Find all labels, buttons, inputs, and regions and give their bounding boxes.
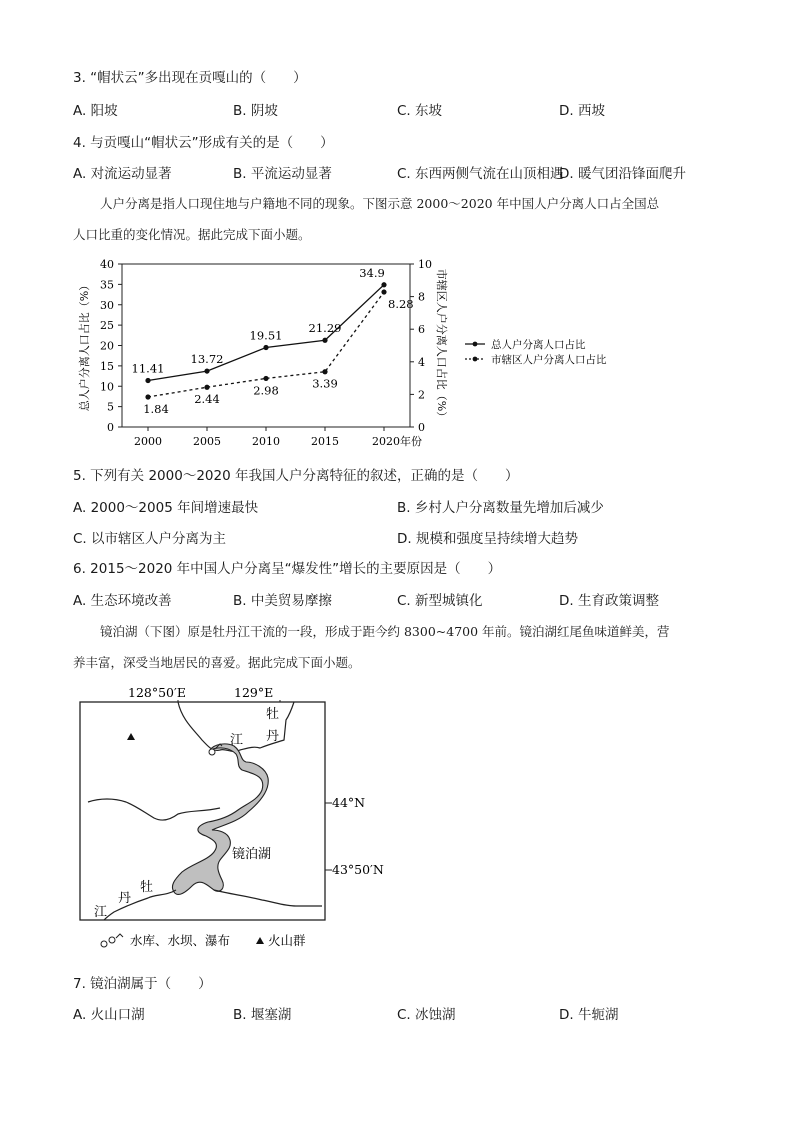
longitude-label-1: 128°50′E [128,685,186,700]
series-2-point [263,376,268,381]
q4-option-d: D. 暖气团沿锋面爬升 [559,166,686,182]
q3-option-d: D. 西坡 [559,103,605,119]
intro-2-line-1: 镜泊湖（下图）原是牡丹江干流的一段，形成于距今约 8300~4700 年前。镜泊湖红尾鱼味道鲜美，营 [100,624,670,639]
series-1-point [204,368,209,373]
series-2-point [204,385,209,390]
series-2-data-label: 3.39 [312,376,338,391]
question-6-stem: 6. 2015～2020 年中国人户分离呈“爆发性”增长的主要原因是（ ） [73,561,502,577]
q6-option-b: B. 中美贸易摩擦 [233,593,332,609]
series-2-data-label: 2.44 [194,392,220,407]
series-2-data-label: 1.84 [143,402,169,417]
x-axis-tick-label: 2010 [252,435,280,448]
intro-2-line-2: 养丰富，深受当地居民的喜爱。据此完成下面小题。 [73,655,361,670]
question-4-stem: 4. 与贡嘎山“帽状云”形成有关的是（ ） [73,135,334,151]
left-axis-tick-label: 15 [100,359,114,373]
right-axis-title: 市辖区人户分离人口占比（%） [435,268,448,423]
q5-option-b: B. 乡村人户分离数量先增加后减少 [397,500,604,516]
intro-1-line-1: 人户分离是指人口现住地与户籍地不同的现象。下图示意 2000～2020 年中国人户分离人口占全国总 [100,196,660,211]
q3-option-b: B. 阴坡 [233,103,278,119]
q3-option-c: C. 东坡 [397,103,443,119]
series-1-data-label: 34.9 [359,265,385,280]
legend-marker-2 [473,357,478,362]
right-axis-tick-label: 0 [418,421,425,434]
left-axis-tick-label: 30 [100,298,114,312]
series-2-point [322,369,327,374]
x-axis-tick-label: 2015 [311,435,339,448]
left-axis-tick-label: 40 [100,258,114,271]
river-char-lower-3: 江 [94,905,108,920]
q4-option-b: B. 平流运动显著 [233,166,332,182]
series-1-data-label: 19.51 [249,328,283,343]
series-1-point [322,338,327,343]
legend-volcano-label: 火山群 [268,933,306,948]
series-2-point [381,289,386,294]
q5-option-d: D. 规模和强度呈持续增大趋势 [397,531,578,547]
left-axis-tick-label: 35 [100,278,114,292]
series-2-point [145,394,150,399]
left-axis-tick-label: 25 [100,319,114,333]
legend-reservoir-label: 水库、水坝、瀑布 [130,933,231,948]
q4-option-a: A. 对流运动显著 [73,166,172,182]
q7-option-d: D. 牛轭湖 [559,1007,619,1023]
x-axis-tick-label: 2000 [134,435,162,448]
left-axis-tick-label: 5 [107,400,114,414]
series-2-data-label: 8.28 [388,297,414,312]
question-7-stem: 7. 镜泊湖属于（ ） [73,976,212,992]
q5-option-a: A. 2000～2005 年间增速最快 [73,500,259,516]
jingpo-lake-map [70,680,400,960]
left-axis-tick-label: 10 [100,380,114,394]
river-char-upper-2: 丹 [266,729,280,744]
x-axis-tick-label: 2020年份 [372,435,422,448]
q7-option-b: B. 堰塞湖 [233,1007,292,1023]
population-separation-chart [70,252,650,452]
legend-label-1: 总人户分离人口占比 [491,339,586,351]
q6-option-c: C. 新型城镇化 [397,593,483,609]
legend-reservoir-symbol [101,934,123,947]
river-char-lower-2: 丹 [118,891,132,906]
q5-option-c: C. 以市辖区人户分离为主 [73,531,227,547]
legend-volcano-symbol [256,937,264,944]
lake-label: 镜泊湖 [232,847,272,862]
series-1-point [263,345,268,350]
left-axis-tick-label: 0 [107,421,114,434]
left-axis-tick-label: 20 [100,339,114,353]
q7-option-c: C. 冰蚀湖 [397,1007,456,1023]
latitude-label-2: 43°50′N [332,862,384,877]
q6-option-a: A. 生态环境改善 [73,593,172,609]
q7-option-a: A. 火山口湖 [73,1007,145,1023]
river-char-upper-3: 江 [230,733,244,748]
series-1-data-label: 13.72 [190,352,224,367]
series-1-point [145,378,150,383]
left-axis-title: 总人户分离人口占比（%） [78,279,91,412]
question-3-stem: 3. “帽状云”多出现在贡嘎山的（ ） [73,70,307,86]
q4-option-c: C. 东西两侧气流在山顶相遇 [397,166,564,182]
x-axis-tick-label: 2005 [193,435,221,448]
latitude-label-1: 44°N [332,795,366,810]
series-1-data-label: 11.41 [131,361,165,376]
legend-label-2: 市辖区人户分离人口占比 [491,354,607,366]
right-axis-tick-label: 2 [418,388,425,402]
series-2-data-label: 2.98 [253,383,279,398]
q6-option-d: D. 生育政策调整 [559,593,659,609]
q3-option-a: A. 阳坡 [73,103,118,119]
river-char-upper-1: 牡 [266,707,280,722]
series-line-2 [148,292,384,397]
right-axis-tick-label: 4 [418,355,425,369]
river-char-lower-1: 牡 [140,880,154,895]
right-axis-tick-label: 6 [418,323,425,337]
legend-marker-1 [473,342,478,347]
series-1-point [381,282,386,287]
question-5-stem: 5. 下列有关 2000～2020 年我国人户分离特征的叙述，正确的是（ ） [73,468,519,484]
intro-1-line-2: 人口比重的变化情况。据此完成下面小题。 [73,227,311,242]
longitude-label-2: 129°E [234,685,274,700]
right-axis-tick-label: 8 [418,290,425,304]
right-axis-tick-label: 10 [418,258,432,271]
series-1-data-label: 21.29 [308,321,342,336]
